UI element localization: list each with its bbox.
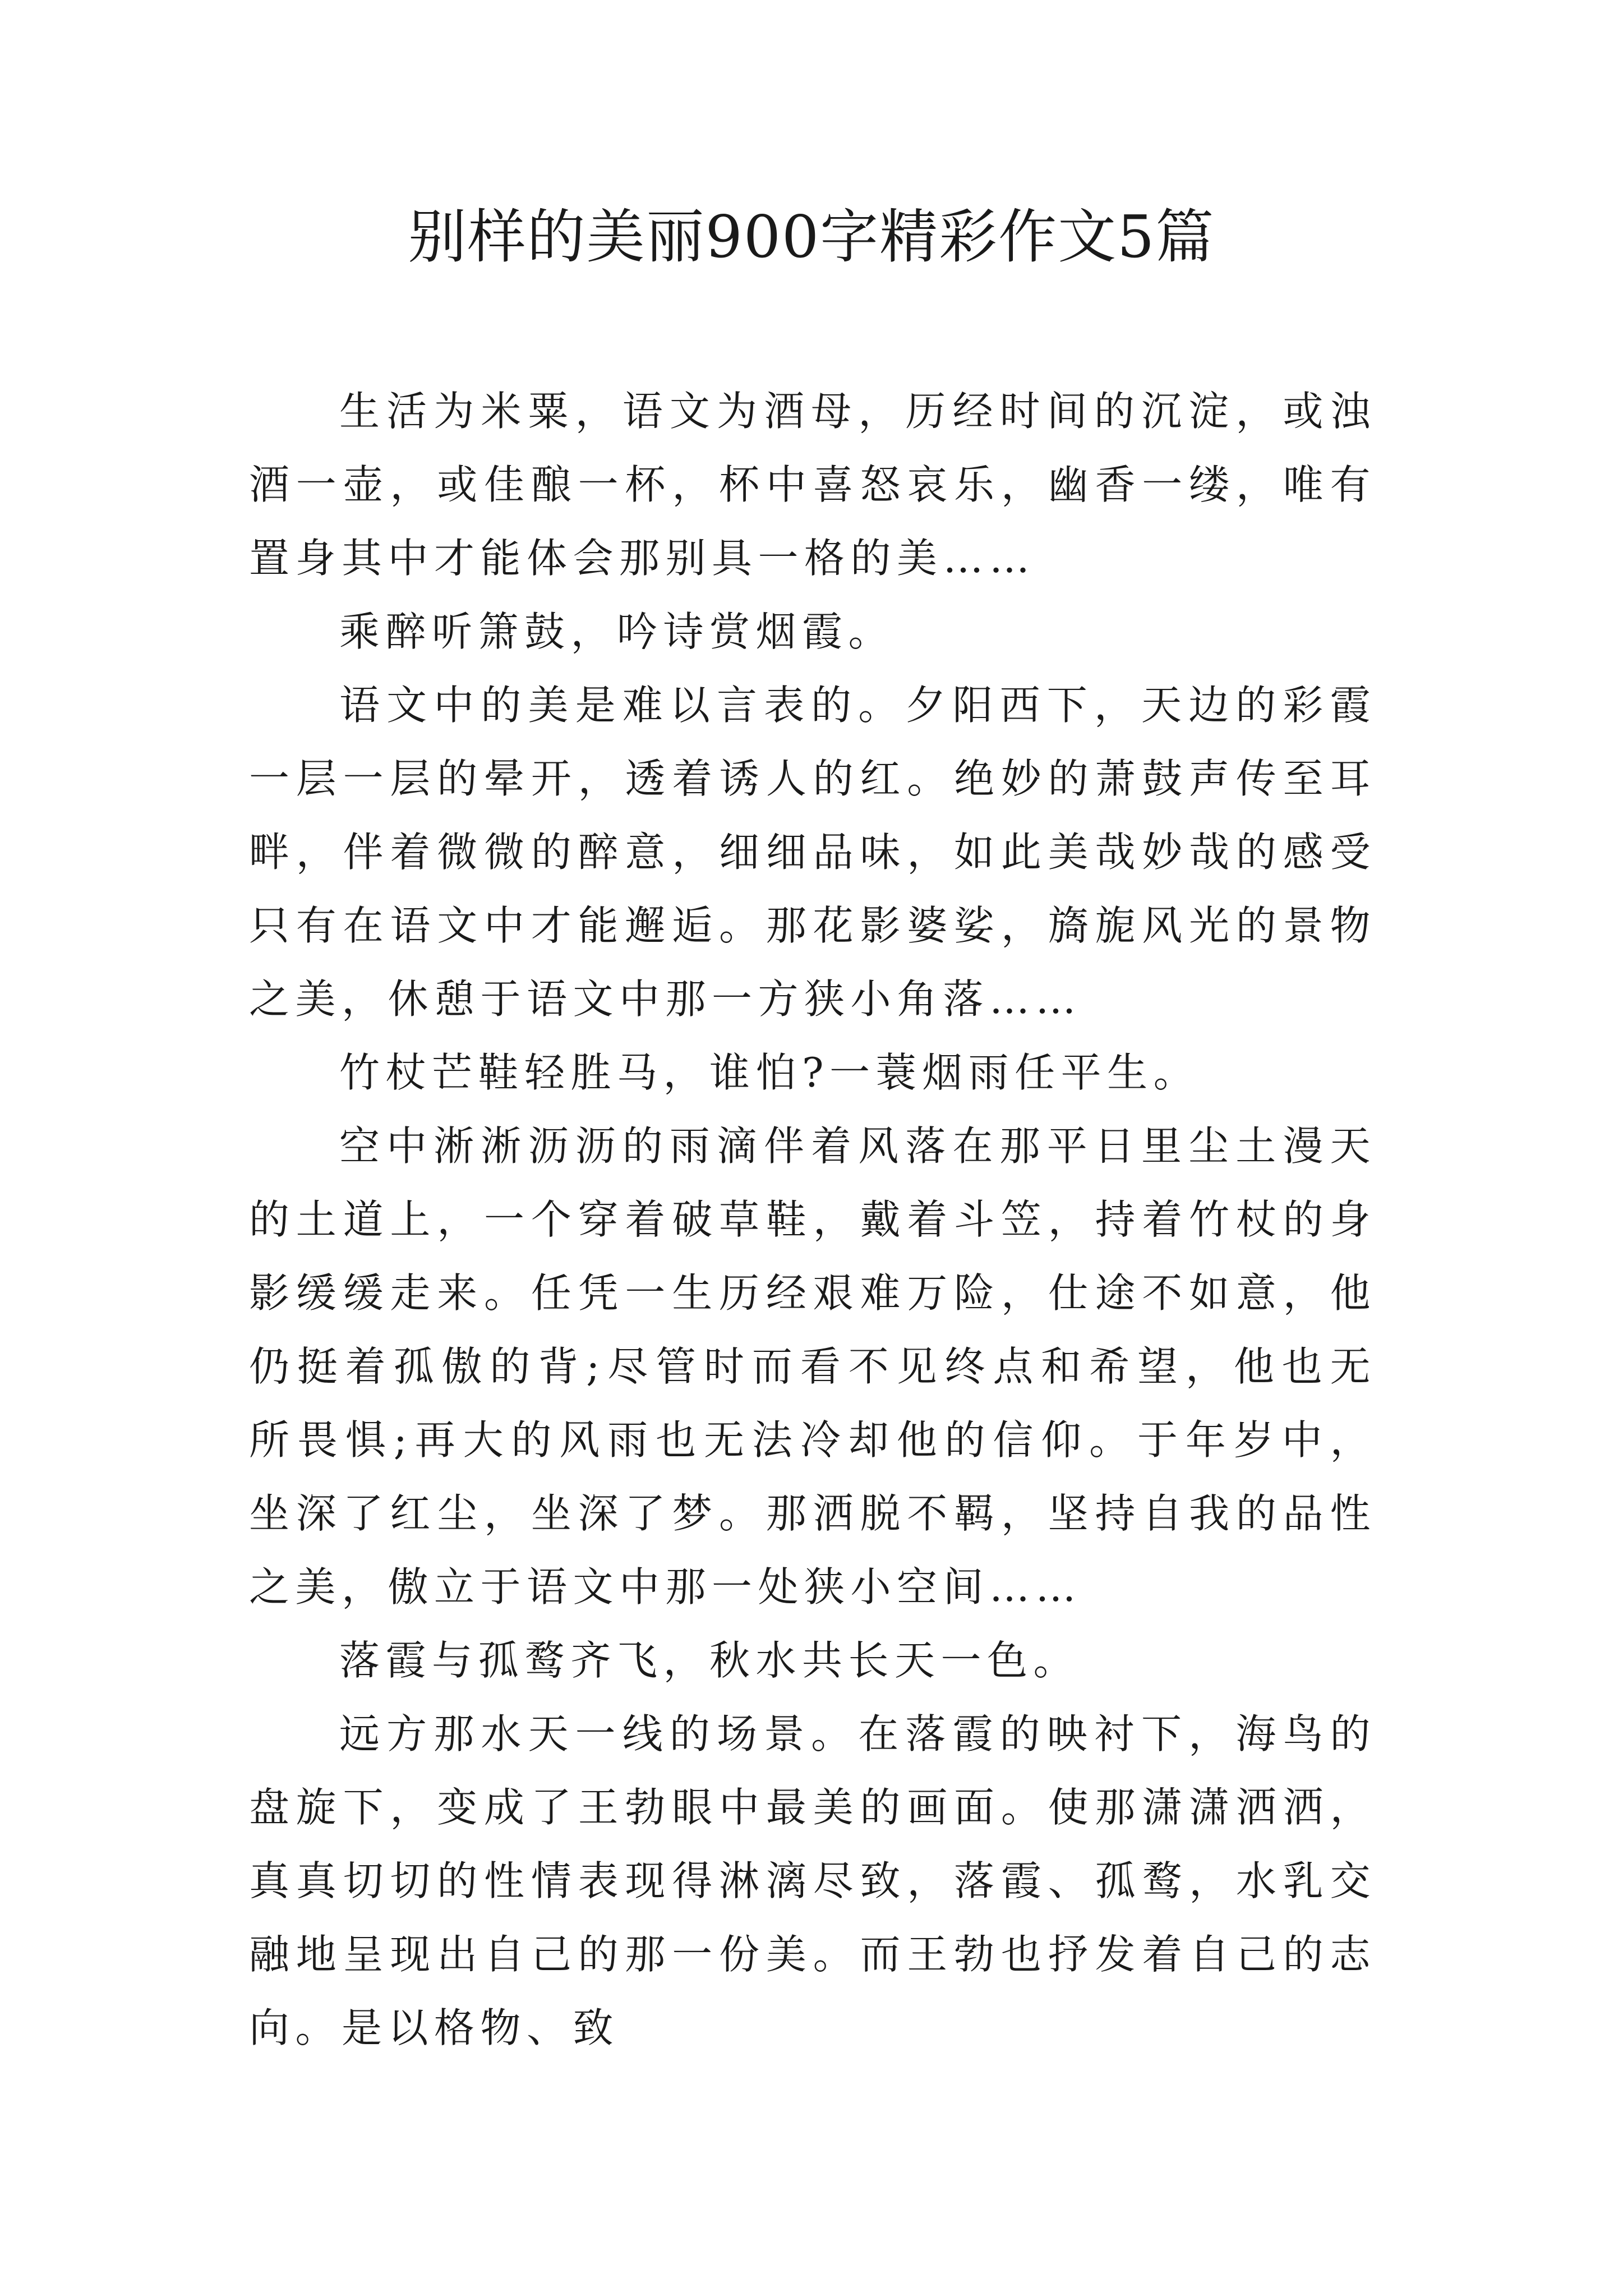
document-body xyxy=(249,375,1376,2065)
paragraph: 语文中的美是难以言表的。夕阳西下，天边的彩霞一层一层的晕开，透着诱人的红。绝妙的萧鼓声传至耳畔，伴着微微的醉意，细细品味，如此美哉妙哉的感受只有在语文中才能邂逅。那花影婆娑，旖旎风光的景物之美，休憩于语文中那一方狭小角落…… xyxy=(249,682,1376,1023)
paragraph: 生活为米粟，语文为酒母，历经时间的沉淀，或浊酒一壶，或佳酿一杯，杯中喜怒哀乐，幽香一缕，唯有置身其中才能体会那别具一格的美…… xyxy=(249,388,1376,582)
paragraph: 空中淅淅沥沥的雨滴伴着风落在那平日里尘土漫天的土道上，一个穿着破草鞋，戴着斗笠，持着竹杖的身影缓缓走来。任凭一生历经艰难万险，仕途不如意，他仍挺着孤傲的背;尽管时而看不见终点和希望，他也无所畏惧;再大的风雨也无法冷却他的信仰。于年岁中，坐深了红尘，坐深了梦。那洒脱不羁，坚持自我的品性之美，傲立于语文中那一处狭小空间…… xyxy=(249,1122,1376,1611)
paragraph: 落霞与孤鹜齐飞，秋水共长天一色。 xyxy=(339,1637,1080,1684)
paragraph: 远方那水天一线的场景。在落霞的映衬下，海鸟的盘旋下，变成了王勃眼中最美的画面。使那潇潇洒洒，真真切切的性情表现得淋漓尽致，落霞、孤鹜，水乳交融地呈现出自己的那一份美。而王勃也抒发着自己的志向。是以格物、致 xyxy=(249,1710,1376,2051)
document-title: 别样的美丽900字精彩作文5篇 xyxy=(408,203,1215,271)
paragraph: 乘醉听箫鼓，吟诗赏烟霞。 xyxy=(339,608,895,655)
paragraph: 竹杖芒鞋轻胜马，谁怕?一蓑烟雨任平生。 xyxy=(339,1049,1200,1096)
